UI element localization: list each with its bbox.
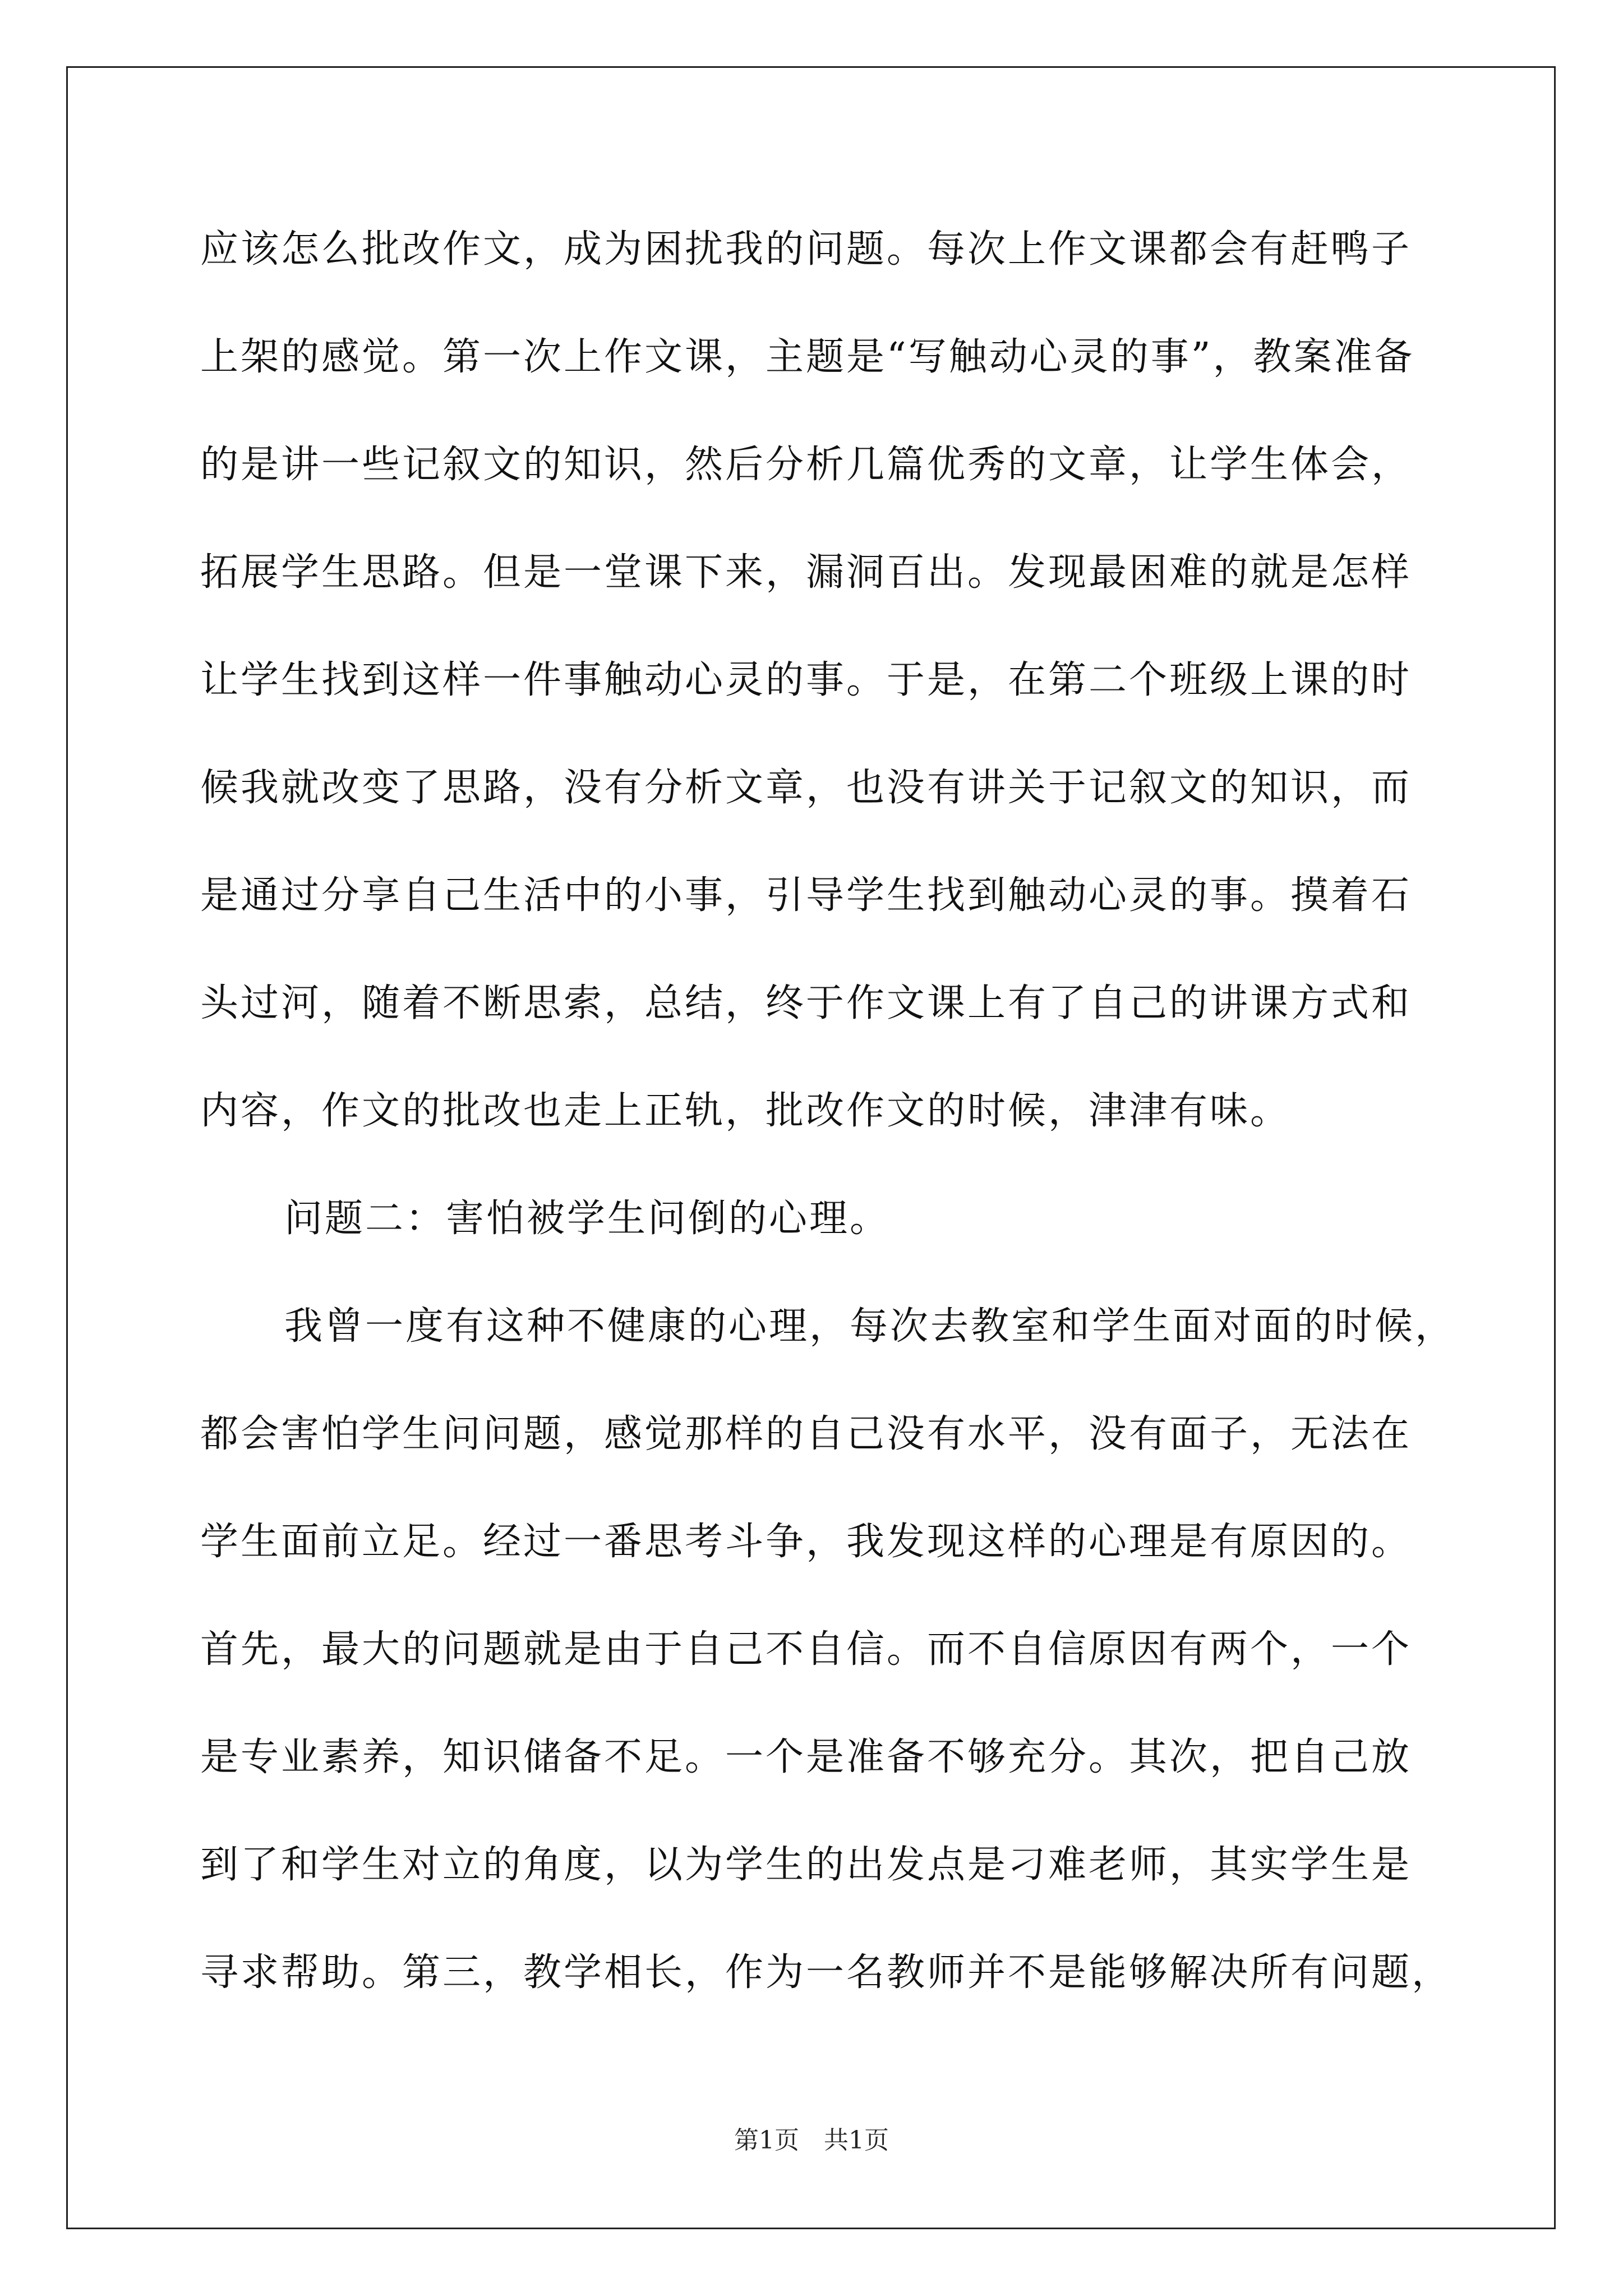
- text-line: 应该怎么批改作文，成为困扰我的问题。每次上作文课都会有赶鸭子: [200, 227, 1412, 272]
- text-line: 候我就改变了思路，没有分析文章，也没有讲关于记叙文的知识，而: [200, 766, 1412, 810]
- text-line: 上架的感觉。第一次上作文课，主题是“写触动心灵的事”，教案准备: [200, 335, 1415, 379]
- text-line: 首先，最大的问题就是由于自己不自信。而不自信原因有两个，一个: [200, 1627, 1412, 1672]
- text-line: 到了和学生对立的角度，以为学生的出发点是刁难老师，其实学生是: [200, 1843, 1412, 1887]
- text-line: 都会害怕学生问问题，感觉那样的自己没有水平，没有面子，无法在: [200, 1412, 1412, 1456]
- text-line: 头过河，随着不断思索，总结，终于作文课上有了自己的讲课方式和: [200, 981, 1412, 1025]
- text-line: 拓展学生思路。但是一堂课下来，漏洞百出。发现最困难的就是怎样: [200, 550, 1412, 595]
- page-footer: 第1页 共1页: [734, 2126, 889, 2155]
- text-line: 学生面前立足。经过一番思考斗争，我发现这样的心理是有原因的。: [200, 1520, 1412, 1564]
- section-heading: 问题二：害怕被学生问倒的心理。: [284, 1197, 891, 1241]
- text-line: 是专业素养，知识储备不足。一个是准备不够充分。其次，把自己放: [200, 1735, 1412, 1779]
- text-line: 我曾一度有这种不健康的心理，每次去教室和学生面对面的时候，: [284, 1304, 1456, 1349]
- text-line: 是通过分享自己生活中的小事，引导学生找到触动心灵的事。摸着石: [200, 873, 1412, 918]
- document-body: [200, 222, 1456, 2053]
- text-line: 的是讲一些记叙文的知识，然后分析几篇优秀的文章，让学生体会，: [200, 443, 1412, 487]
- text-line: 让学生找到这样一件事触动心灵的事。于是，在第二个班级上课的时: [200, 658, 1412, 702]
- text-line: 寻求帮助。第三，教学相长，作为一名教师并不是能够解决所有问题，: [200, 1950, 1453, 1995]
- text-line: 内容，作文的批改也走上正轨，批改作文的时候，津津有味。: [200, 1089, 1291, 1133]
